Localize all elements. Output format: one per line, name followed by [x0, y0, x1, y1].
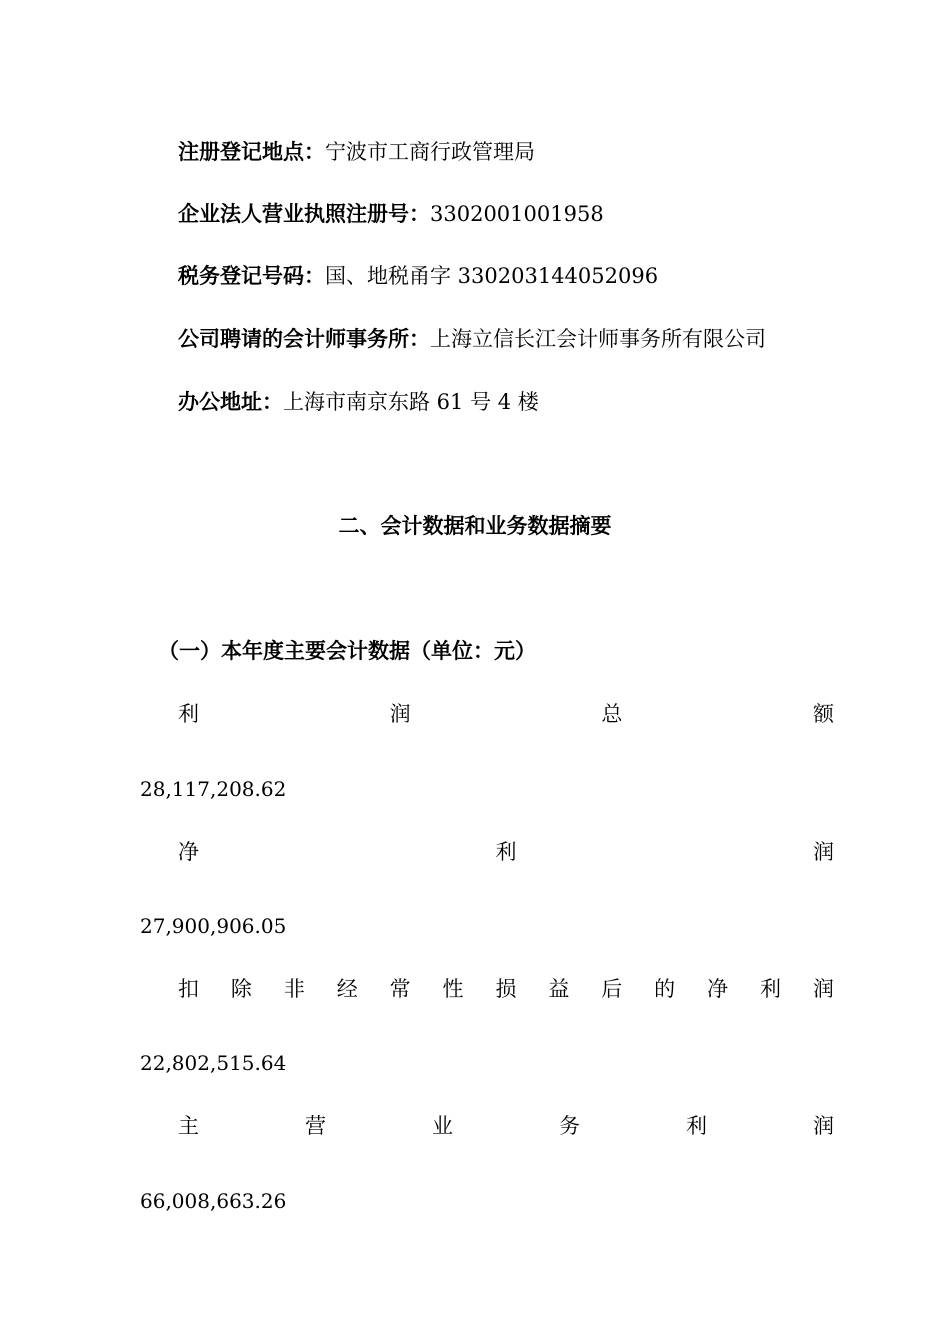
office-address-label: 办公地址： — [178, 390, 283, 414]
label-char: 益 — [548, 977, 570, 1001]
item-value-net-profit: 27,900,906.05 — [140, 914, 287, 938]
label-char: 润 — [389, 702, 411, 726]
label-char: 的 — [654, 977, 676, 1001]
label-char: 润 — [812, 977, 834, 1001]
label-char: 损 — [495, 977, 517, 1001]
accounting-firm-label: 公司聘请的会计师事务所： — [178, 327, 430, 351]
label-char: 扣 — [178, 977, 199, 1001]
item-label-net-profit — [178, 838, 834, 866]
item-value-main-business-profit: 66,008,663.26 — [140, 1189, 287, 1213]
label-char: 利 — [759, 977, 781, 1001]
accounting-firm-value: 上海立信长江会计师事务所有限公司 — [430, 327, 766, 351]
tax-registration-line — [178, 262, 658, 290]
registration-place-value: 宁波市工商行政管理局 — [325, 140, 535, 164]
label-char: 利 — [686, 1114, 707, 1138]
label-char: 性 — [442, 977, 464, 1001]
item-label-main-business-profit — [178, 1112, 834, 1140]
label-char: 主 — [178, 1114, 199, 1138]
label-char: 除 — [230, 977, 252, 1001]
office-address-line — [178, 388, 539, 416]
office-address-value: 上海市南京东路 61 号 4 楼 — [283, 390, 539, 414]
label-char: 营 — [305, 1114, 326, 1138]
business-license-line — [178, 200, 604, 228]
label-char: 常 — [389, 977, 411, 1001]
label-char: 净 — [707, 977, 729, 1001]
section-title: 二、会计数据和业务数据摘要 — [338, 514, 612, 538]
sub-title: （一）本年度主要会计数据（单位：元） — [158, 639, 536, 663]
label-char: 净 — [178, 840, 199, 864]
label-char: 经 — [336, 977, 358, 1001]
tax-registration-label: 税务登记号码： — [178, 264, 325, 288]
item-label-adjusted-net-profit — [178, 975, 834, 1003]
accounting-firm-line — [178, 325, 766, 353]
label-char: 非 — [283, 977, 305, 1001]
label-char: 额 — [812, 702, 834, 726]
tax-registration-value: 国、地税甬字 330203144052096 — [325, 264, 659, 288]
label-char: 润 — [813, 1114, 834, 1138]
label-char: 润 — [813, 840, 834, 864]
label-char: 利 — [178, 702, 199, 726]
business-license-label: 企业法人营业执照注册号： — [178, 202, 430, 226]
business-license-value: 3302001001958 — [430, 202, 604, 226]
item-label-total-profit — [178, 700, 834, 728]
label-char: 务 — [559, 1114, 580, 1138]
label-char: 后 — [601, 977, 623, 1001]
label-char: 总 — [601, 702, 623, 726]
registration-place-label: 注册登记地点： — [178, 140, 325, 164]
item-value-adjusted-net-profit: 22,802,515.64 — [140, 1051, 287, 1075]
label-char: 业 — [432, 1114, 453, 1138]
registration-place-line — [178, 138, 535, 166]
item-value-total-profit: 28,117,208.62 — [140, 777, 287, 801]
label-char: 利 — [495, 840, 517, 864]
